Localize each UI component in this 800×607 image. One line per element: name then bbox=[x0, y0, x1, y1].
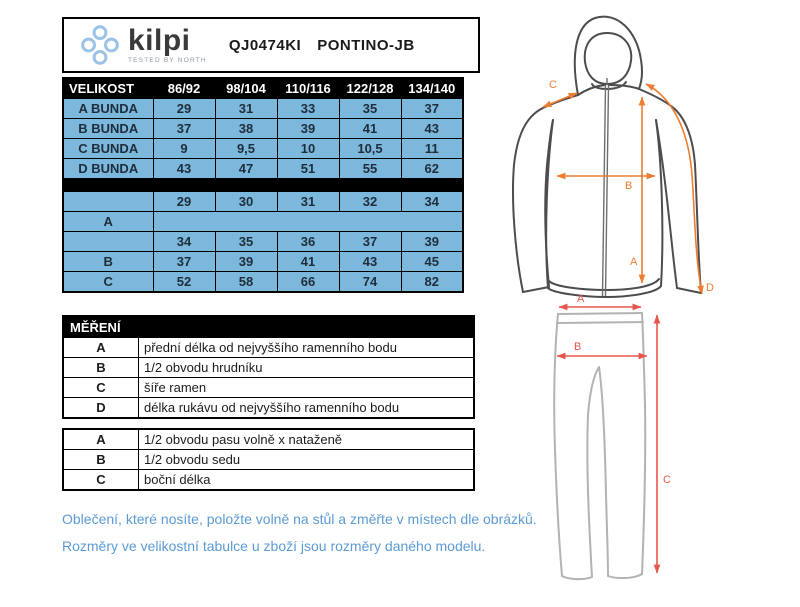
pants-row-values-stretched bbox=[63, 232, 463, 252]
col-header-size: 98/104 bbox=[215, 78, 277, 99]
measurement-table-pants bbox=[62, 428, 475, 491]
jacket-row-b bbox=[63, 119, 463, 139]
size-table-header-row bbox=[63, 78, 463, 99]
size-cell: 29 bbox=[153, 99, 215, 119]
row-label: B BUNDA bbox=[63, 119, 153, 139]
kilpi-knot-icon bbox=[80, 23, 120, 67]
measure-label: D bbox=[63, 398, 139, 419]
measurement-table-jacket bbox=[62, 315, 475, 419]
size-cell: 33 bbox=[277, 99, 339, 119]
brand-tagline: TESTED BY NORTH bbox=[128, 56, 207, 64]
product-code: QJ0474KI bbox=[228, 36, 302, 54]
measure-label: C bbox=[63, 378, 139, 398]
measure-label: B bbox=[63, 450, 139, 470]
jacket-label-C: C bbox=[549, 79, 557, 91]
size-cell: 62 bbox=[401, 159, 463, 179]
row-label: B bbox=[63, 252, 153, 272]
size-cell: 41 bbox=[339, 119, 401, 139]
measure-row bbox=[63, 358, 474, 378]
measure-description: šíře ramen bbox=[139, 378, 475, 398]
pants-label-B: B bbox=[574, 341, 582, 353]
pants-outline bbox=[554, 313, 645, 579]
measurement-header-row bbox=[63, 316, 474, 338]
size-cell: 31 bbox=[277, 192, 339, 212]
instruction-line-2: Rozměry ve velikostní tabulce u zboží jsou rozměry daného modelu. bbox=[62, 538, 486, 554]
size-cell: 55 bbox=[339, 159, 401, 179]
size-cell: 37 bbox=[401, 99, 463, 119]
jacket-measurement-diagram bbox=[495, 5, 795, 305]
pants-label-A: A bbox=[577, 293, 585, 305]
size-cell: 45 bbox=[401, 252, 463, 272]
size-cell: 58 bbox=[215, 272, 277, 293]
row-label bbox=[63, 232, 153, 252]
jacket-zipper bbox=[603, 78, 609, 296]
size-cell: 43 bbox=[153, 159, 215, 179]
brand-wordmark: kilpi bbox=[128, 23, 191, 57]
row-label: A bbox=[63, 212, 153, 232]
col-header-size: 122/128 bbox=[339, 78, 401, 99]
size-cell: 36 bbox=[277, 232, 339, 252]
measure-label: C bbox=[63, 470, 139, 491]
jacket-label-A: A bbox=[630, 256, 638, 268]
measure-row bbox=[63, 398, 474, 419]
pants-label-C: C bbox=[663, 474, 671, 486]
measure-label: A bbox=[63, 429, 139, 450]
size-cell: 41 bbox=[277, 252, 339, 272]
measure-row bbox=[63, 338, 474, 358]
product-title bbox=[229, 37, 415, 54]
pants-row-b bbox=[63, 252, 463, 272]
size-cell: 51 bbox=[277, 159, 339, 179]
col-header-size: 86/92 bbox=[153, 78, 215, 99]
empty-merged-cell bbox=[153, 212, 463, 232]
size-cell: 35 bbox=[339, 99, 401, 119]
pants-row-a-label bbox=[63, 212, 463, 232]
measurement-title: MĚŘENÍ bbox=[63, 316, 474, 338]
size-cell: 9,5 bbox=[215, 139, 277, 159]
measure-label: B bbox=[63, 358, 139, 378]
size-table bbox=[62, 77, 464, 293]
size-cell: 47 bbox=[215, 159, 277, 179]
jacket-row-d bbox=[63, 159, 463, 179]
row-label: C bbox=[63, 272, 153, 293]
jacket-label-B: B bbox=[625, 180, 633, 192]
size-cell: 30 bbox=[215, 192, 277, 212]
size-cell: 37 bbox=[153, 252, 215, 272]
size-cell: 74 bbox=[339, 272, 401, 293]
measure-description: přední délka od nejvyššího ramenního bodu bbox=[139, 338, 475, 358]
size-cell: 43 bbox=[401, 119, 463, 139]
measuring-instructions bbox=[62, 506, 542, 560]
measure-label: A bbox=[63, 338, 139, 358]
size-cell: 9 bbox=[153, 139, 215, 159]
arrow-shoulder-width-C bbox=[543, 93, 577, 107]
col-header-velikost: VELIKOST bbox=[63, 78, 153, 99]
size-cell: 34 bbox=[401, 192, 463, 212]
row-label bbox=[63, 192, 153, 212]
row-label: A BUNDA bbox=[63, 99, 153, 119]
brand-header-box bbox=[62, 17, 480, 73]
section-separator bbox=[63, 179, 463, 192]
size-cell: 66 bbox=[277, 272, 339, 293]
size-cell: 29 bbox=[153, 192, 215, 212]
brand-logo bbox=[80, 23, 207, 67]
size-cell: 11 bbox=[401, 139, 463, 159]
size-cell: 34 bbox=[153, 232, 215, 252]
measure-description: 1/2 obvodu pasu volně x nataženě bbox=[139, 429, 475, 450]
measure-description: 1/2 obvodu sedu bbox=[139, 450, 475, 470]
row-label: C BUNDA bbox=[63, 139, 153, 159]
jacket-label-D: D bbox=[706, 282, 714, 294]
size-cell: 31 bbox=[215, 99, 277, 119]
size-cell: 10,5 bbox=[339, 139, 401, 159]
measure-row bbox=[63, 378, 474, 398]
size-cell: 39 bbox=[401, 232, 463, 252]
measure-row bbox=[63, 450, 474, 470]
size-cell: 52 bbox=[153, 272, 215, 293]
size-cell: 37 bbox=[153, 119, 215, 139]
pants-measurement-diagram bbox=[530, 285, 775, 595]
size-cell: 38 bbox=[215, 119, 277, 139]
jacket-row-a bbox=[63, 99, 463, 119]
size-cell: 39 bbox=[277, 119, 339, 139]
jacket-row-c bbox=[63, 139, 463, 159]
size-cell: 43 bbox=[339, 252, 401, 272]
pants-row-values-loose bbox=[63, 192, 463, 212]
size-cell: 35 bbox=[215, 232, 277, 252]
col-header-size: 134/140 bbox=[401, 78, 463, 99]
measure-description: délka rukávu od nejvyššího ramenního bodu bbox=[139, 398, 475, 419]
measure-row bbox=[63, 429, 474, 450]
instruction-line-1: Oblečení, které nosíte, položte volně na stůl a změřte v místech dle obrázků. bbox=[62, 511, 537, 527]
product-name: PONTINO-JB bbox=[317, 36, 415, 54]
size-cell: 32 bbox=[339, 192, 401, 212]
col-header-size: 110/116 bbox=[277, 78, 339, 99]
size-cell: 37 bbox=[339, 232, 401, 252]
separator-band bbox=[63, 179, 463, 192]
row-label: D BUNDA bbox=[63, 159, 153, 179]
size-cell: 10 bbox=[277, 139, 339, 159]
measure-description: 1/2 obvodu hrudníku bbox=[139, 358, 475, 378]
size-cell: 39 bbox=[215, 252, 277, 272]
measure-row bbox=[63, 470, 474, 491]
measure-description: boční délka bbox=[139, 470, 475, 491]
size-cell: 82 bbox=[401, 272, 463, 293]
pants-row-c bbox=[63, 272, 463, 293]
